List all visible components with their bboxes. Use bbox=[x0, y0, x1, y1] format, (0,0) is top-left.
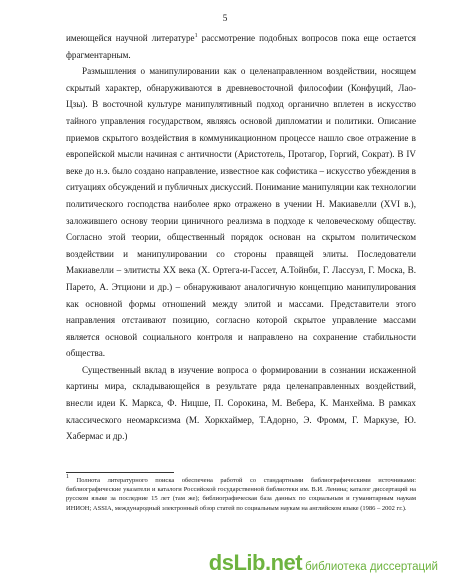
paragraph-manipulation-history: Размышления о манипулировании как о целенаправленном воздействии, носящем скрытый характер, обнаруживаются в древневосточной философии (Конфуций, Лао-Цзы). В восточной культуре манипулятивный подход органично вплетен в искусство тайного управления государством, являясь основой дипломатии и политики. Описание приемов скрытого воздействия в коммуникационном процессе нашло свое отражение в европейской мысли начиная с античности (Аристотель, Протагор, Горгий, Сократ). В IV веке до н.э. было создано направление, известное как софистика – искусство убеждения в ситуациях обсуждений и публичных дискуссий. Понимание манипуляции как технологии политического господства наиболее ярко отражено в учении Н. Макиавелли (XVI в.), заложившего основу теории циничного реализма в подходе к человеческому обществу. Согласно этой теории, общественный порядок основан на скрытом политическом воздействии и манипулировании со стороны правящей элиты. Последователи Макиавелли – элитисты XX века (Х. Ортега-и-Гассет, А.Тойнби, Г. Лассуэл, Г. Моска, В. Парето, А. Этциони и др.) – обнаруживают аналогичную концепцию манипулирования как основной формы отношений между элитой и массами. Представители этого направления отстаивают позицию, согласно которой скрытое управление массами является основой социального контроля и направлено на сохранение стабильности общества. bbox=[66, 66, 416, 359]
watermark-caption: библиотека диссертаций bbox=[305, 561, 438, 573]
footnote-marker: 1 bbox=[66, 474, 69, 480]
footnote bbox=[66, 476, 416, 513]
footnote-divider bbox=[66, 472, 174, 473]
paragraph-continuation-start: имеющейся научной литературе bbox=[66, 33, 195, 43]
paragraph-continuation bbox=[66, 30, 416, 63]
paragraph-continuation-end: рассмотрение подобных вопросов пока еще остается фрагментарным. bbox=[66, 33, 417, 60]
footnote-section bbox=[66, 476, 416, 513]
footnote-reference: 1 bbox=[194, 33, 198, 39]
paragraph-contribution: Существенный вклад в изучение вопроса о формировании в сознании искаженной картины мира, складывающейся в результате ряда целенаправленных воздействий, внесли идеи К. Маркса, Ф. Ницше, П. Сорокина, М. Вебера, К. Манхейма. В рамках классического неомарксизма (М. Хоркхаймер, Т.Адорно, Э. Фромм, Г. Маркузе, Ю. Хабермас и др.) bbox=[66, 364, 416, 442]
footnote-text: Полнота литературного поиска обеспечена работой со стандартными библиографическими источниками: библиографические указатели и каталоги Российской государственной библиотеки им. В.И. Ленина; каталог диссертаций на русском языке за последние 15 лет (там же); библиографическая база данных по социальным и гуманитарным наукам ИНИОН; ASSIA, международный электронный обзор статей по социальным наукам на английском языке (1986 – 2002 гг.). bbox=[66, 477, 417, 512]
watermark-logo: dsLib.net bbox=[208, 550, 303, 575]
watermark bbox=[207, 550, 442, 576]
body-text bbox=[66, 30, 416, 445]
page-number: 5 bbox=[222, 14, 228, 24]
